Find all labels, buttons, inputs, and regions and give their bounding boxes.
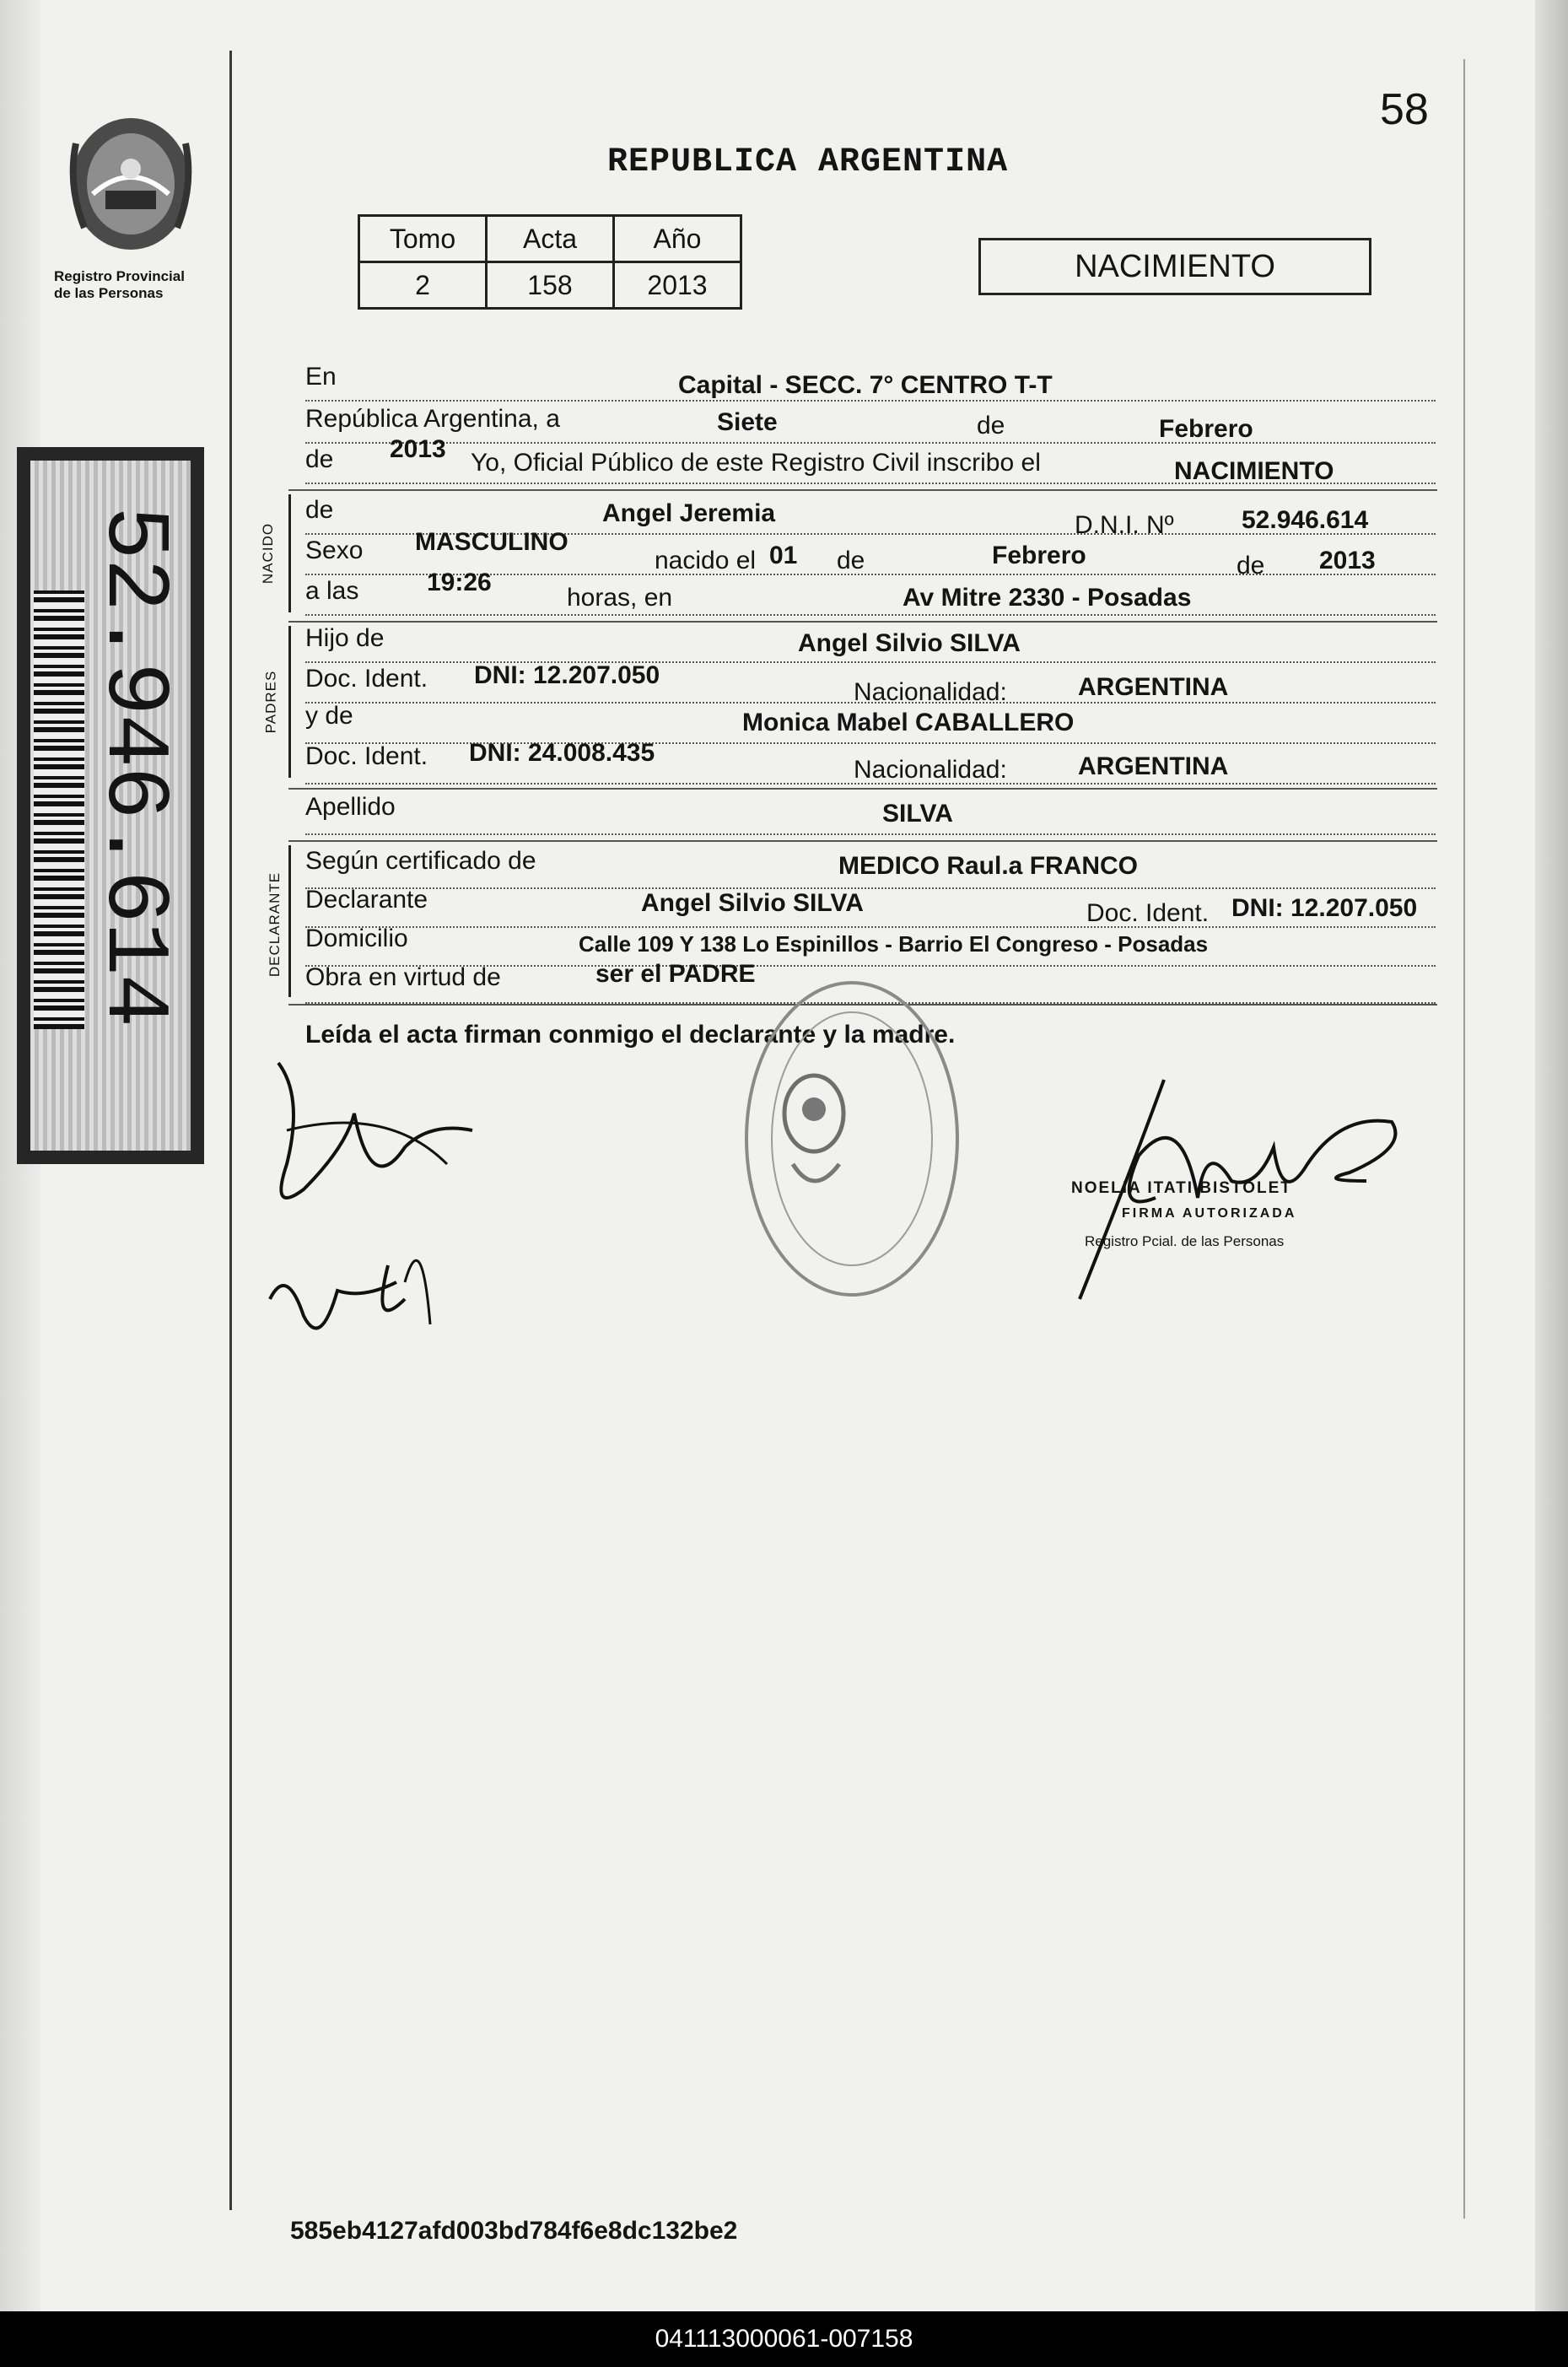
date-label: República Argentina, a — [305, 405, 560, 433]
father-doc: DNI: 12.207.050 — [474, 661, 660, 689]
official-stamp-icon — [734, 970, 970, 1308]
surname-line — [305, 796, 1436, 835]
child-name: Angel Jeremia — [602, 499, 776, 527]
born-de-label-2: de — [1237, 552, 1265, 580]
born-de-label: de — [837, 547, 865, 574]
closing-text: Leída el acta firman conmigo el declarante y la madre. — [305, 1021, 956, 1049]
sex-value: MASCULINO — [415, 528, 568, 556]
acts-label: Obra en virtud de — [305, 963, 501, 991]
footer-id: 041113000061-007158 — [0, 2311, 1568, 2367]
value-tomo: 2 — [359, 262, 487, 309]
acts-value: ser el PADRE — [595, 960, 756, 988]
page-number: 58 — [1380, 85, 1429, 134]
provincial-emblem-icon — [59, 110, 202, 253]
year-text: Yo, Oficial Público de este Registro Civil inscribo el — [471, 449, 1041, 477]
year-de-label: de — [305, 445, 334, 473]
right-margin-line — [1463, 59, 1465, 2219]
certificate-label: Según certificado de — [305, 847, 536, 875]
barcode-number — [83, 506, 184, 1130]
and-label: y de — [305, 702, 353, 730]
declarant-doc: DNI: 12.207.050 — [1231, 894, 1418, 922]
certificate-value: MEDICO Raul.a FRANCO — [838, 852, 1139, 880]
time-label: a las — [305, 577, 359, 605]
child-de-label: de — [305, 496, 334, 524]
surname-label: Apellido — [305, 793, 396, 821]
section-label-declarant: DECLARANTE — [267, 871, 283, 978]
signature-declarant-icon — [253, 1046, 498, 1400]
section-label-parents: PADRES — [262, 670, 279, 734]
child-dni: 52.946.614 — [1242, 506, 1369, 534]
section-bar-parents — [288, 626, 291, 778]
declarant-label: Declarante — [305, 886, 428, 914]
barcode-number-text: 52.946.614 — [83, 506, 184, 1027]
officer-registry: Registro Pcial. de las Personas — [1085, 1233, 1285, 1249]
born-month: Febrero — [992, 542, 1086, 569]
address-value: Calle 109 Y 138 Lo Espinillos - Barrio El Congreso - Posadas — [579, 931, 1209, 957]
value-acta: 158 — [487, 262, 614, 309]
surname-value: SILVA — [882, 800, 953, 828]
child-dni-label: D.N.I. Nº — [1075, 511, 1174, 539]
record-type-box: NACIMIENTO — [978, 238, 1371, 295]
section-separator — [288, 621, 1437, 623]
registry-table — [358, 214, 742, 310]
officer-title: FIRMA AUTORIZADA — [1122, 1206, 1297, 1221]
mother-doc-label: Doc. Ident. — [305, 742, 428, 770]
section-bar-declarant — [288, 845, 291, 997]
mother-doc: DNI: 24.008.435 — [469, 739, 655, 767]
header-ano: Año — [614, 216, 741, 262]
year-record: NACIMIENTO — [1174, 457, 1334, 485]
father-nat-label: Nacionalidad: — [854, 678, 1007, 706]
seal-caption — [54, 268, 231, 302]
place-label: En — [305, 363, 337, 391]
year-value: 2013 — [390, 435, 446, 463]
date-day: Siete — [717, 408, 778, 436]
born-day: 01 — [769, 542, 798, 569]
section-separator — [288, 840, 1437, 842]
section-label-born: NACIDO — [260, 522, 277, 585]
seal-caption-line: Registro Provincial — [54, 268, 185, 284]
header-acta: Acta — [487, 216, 614, 262]
father-name: Angel Silvio SILVA — [798, 629, 1021, 657]
seal-caption-line: de las Personas — [54, 285, 164, 301]
father-nationality: ARGENTINA — [1078, 673, 1229, 701]
barcode-bars — [34, 590, 84, 1029]
page-edge — [1535, 0, 1568, 2311]
mother-nat-label: Nacionalidad: — [854, 756, 1007, 784]
birth-place: Av Mitre 2330 - Posadas — [903, 584, 1192, 612]
document-title: REPUBLICA ARGENTINA — [607, 143, 1009, 181]
section-separator — [288, 489, 1437, 491]
document-hash: 585eb4127afd003bd784f6e8dc132be2 — [290, 2217, 738, 2245]
section-separator — [288, 788, 1437, 790]
date-month: Febrero — [1159, 415, 1253, 443]
header-tomo: Tomo — [359, 216, 487, 262]
son-of-label: Hijo de — [305, 624, 385, 652]
section-bar-born — [288, 494, 291, 612]
declarant-doc-label: Doc. Ident. — [1086, 899, 1210, 927]
time-value: 19:26 — [427, 569, 492, 596]
officer-name: NOELIA ITATI BISTOLET — [1071, 1179, 1292, 1197]
born-year: 2013 — [1319, 547, 1376, 574]
place-value: Capital - SECC. 7° CENTRO T-T — [678, 371, 1053, 399]
value-ano: 2013 — [614, 262, 741, 309]
declarant-name: Angel Silvio SILVA — [641, 889, 864, 917]
hours-label: horas, en — [567, 584, 673, 612]
father-doc-label: Doc. Ident. — [305, 665, 428, 693]
born-label: nacido el — [655, 547, 757, 574]
mother-name: Monica Mabel CABALLERO — [742, 709, 1075, 736]
sex-label: Sexo — [305, 536, 364, 564]
left-margin-line — [229, 51, 232, 2210]
date-de-label: de — [977, 412, 1005, 439]
mother-nationality: ARGENTINA — [1078, 752, 1229, 780]
address-label: Domicilio — [305, 925, 408, 952]
